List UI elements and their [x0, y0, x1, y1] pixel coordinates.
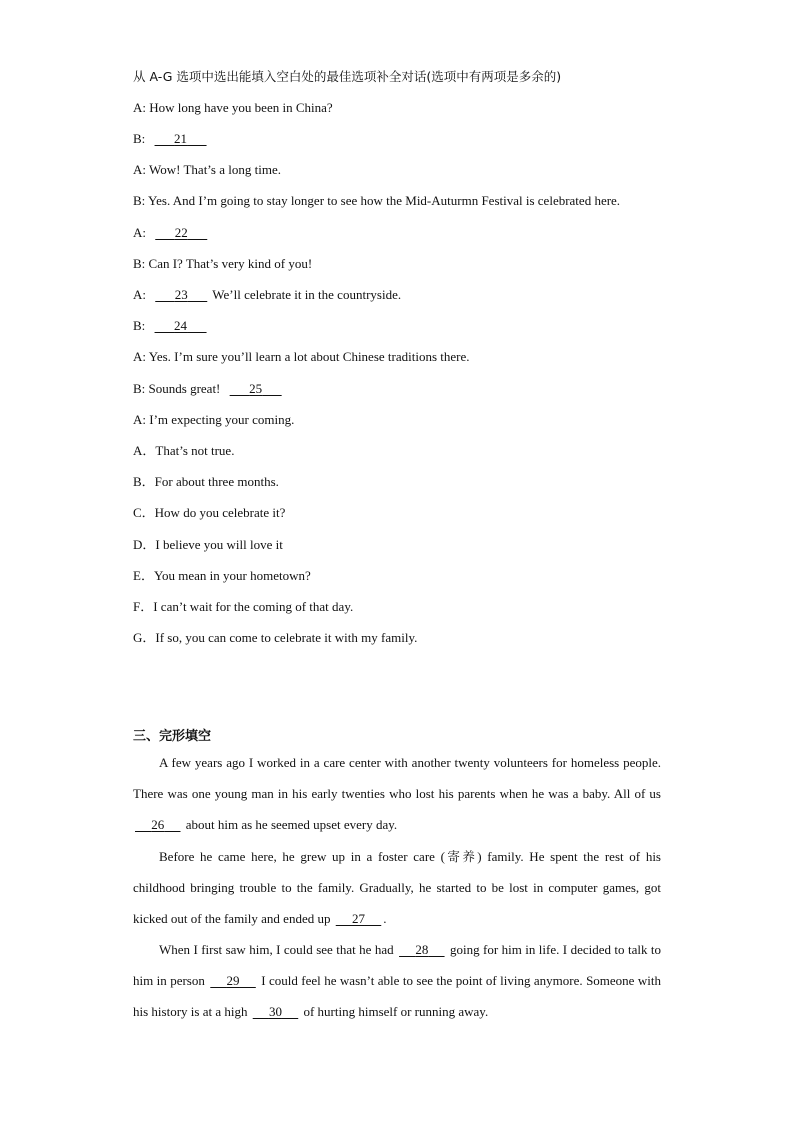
blank-30: 30 — [268, 1004, 282, 1019]
dialogue-line — [133, 162, 281, 178]
dialogue-text: B: — [133, 318, 149, 333]
dialogue-text: A: Yes. I’m sure you’ll learn a lot about Chinese traditions there. — [133, 349, 470, 364]
blank-21: 21 — [174, 131, 188, 146]
dialogue-line — [133, 100, 333, 116]
dialogue-text: We’ll celebrate it in the countryside. — [209, 287, 402, 302]
dialogue-text: B: Yes. And I’m going to stay longer to see how the Mid-Auturmn Festival is celebrated here. — [133, 193, 621, 208]
dialogue-line — [133, 381, 284, 397]
paragraph-text: Before he came here, he grew up in a foster care ( — [159, 849, 445, 864]
dialogue-text: A: I’m expecting your coming. — [133, 412, 295, 427]
section-heading: 三、完形填空 — [133, 729, 212, 744]
dialogue-text: A: Wow! That’s a long time. — [133, 162, 281, 177]
dialogue-text: A: — [133, 287, 150, 302]
option-g: G．If so, you can come to celebrate it with my family. — [133, 630, 418, 645]
blank-22: 22 — [174, 225, 188, 240]
blank-28: 28 — [415, 942, 429, 957]
dialogue-line — [133, 193, 620, 209]
dialogue-text: B: Sounds great! — [133, 381, 224, 396]
dialogue-text: B: Can I? That’s very kind of you! — [133, 256, 313, 271]
dialogue-line — [133, 131, 209, 147]
dialogue-line — [133, 318, 209, 334]
passage-paragraph-2 — [133, 841, 661, 934]
paragraph-text: of hurting himself or running away. — [300, 1004, 489, 1019]
option-a: A．That’s not true. — [133, 443, 235, 458]
section-instruction: 从 A-G 选项中选出能填入空白处的最佳选项补全对话(选项中有两项是多余的) — [133, 69, 562, 84]
blank-27: 27 — [351, 911, 365, 926]
paragraph-text: . — [383, 911, 387, 926]
paragraph-text: A few years ago I worked in a care center with another twenty volunteers for homeless people. There was one young man in his early twenties who lost his parents when he was a baby. All of us — [133, 755, 661, 801]
paragraph-text: ) family. He spent the rest of his childhood bringing trouble to the family. Gradually, he started to be lost in computer games, got kicked out of the family and ended up — [133, 849, 661, 926]
option-f: F．I can’t wait for the coming of that day. — [133, 599, 354, 614]
dialogue-line — [133, 287, 401, 303]
option-e: E．You mean in your hometown? — [133, 568, 311, 583]
paragraph-text: When I first saw him, I could see that he had — [159, 942, 398, 957]
blank-24: 24 — [174, 318, 188, 333]
dialogue-text: A: How long have you been in China? — [133, 100, 333, 115]
blank-25: 25 — [249, 381, 263, 396]
dialogue-line — [133, 225, 209, 241]
option-d: D．I believe you will love it — [133, 537, 283, 552]
blank-26: 26 — [151, 817, 165, 832]
dialogue-line — [133, 349, 470, 365]
passage-paragraph-3 — [133, 934, 661, 1027]
paragraph-text: going for him in life. I decided to talk to him in person — [133, 942, 661, 988]
passage-paragraph-1 — [133, 747, 661, 840]
dialogue-line — [133, 412, 294, 428]
blank-29: 29 — [226, 973, 240, 988]
dialogue-text: A: — [133, 225, 150, 240]
foster-care-gloss: 寄养 — [444, 849, 478, 864]
blank-23: 23 — [174, 287, 188, 302]
option-c: C．How do you celebrate it? — [133, 505, 286, 520]
dialogue-text: B: — [133, 131, 149, 146]
paragraph-text: about him as he seemed upset every day. — [182, 817, 398, 832]
dialogue-line — [133, 256, 312, 272]
paragraph-text: I could feel he wasn’t able to see the point of living anymore. Someone with his history is at a high — [133, 973, 661, 1019]
option-b: B．For about three months. — [133, 474, 279, 489]
